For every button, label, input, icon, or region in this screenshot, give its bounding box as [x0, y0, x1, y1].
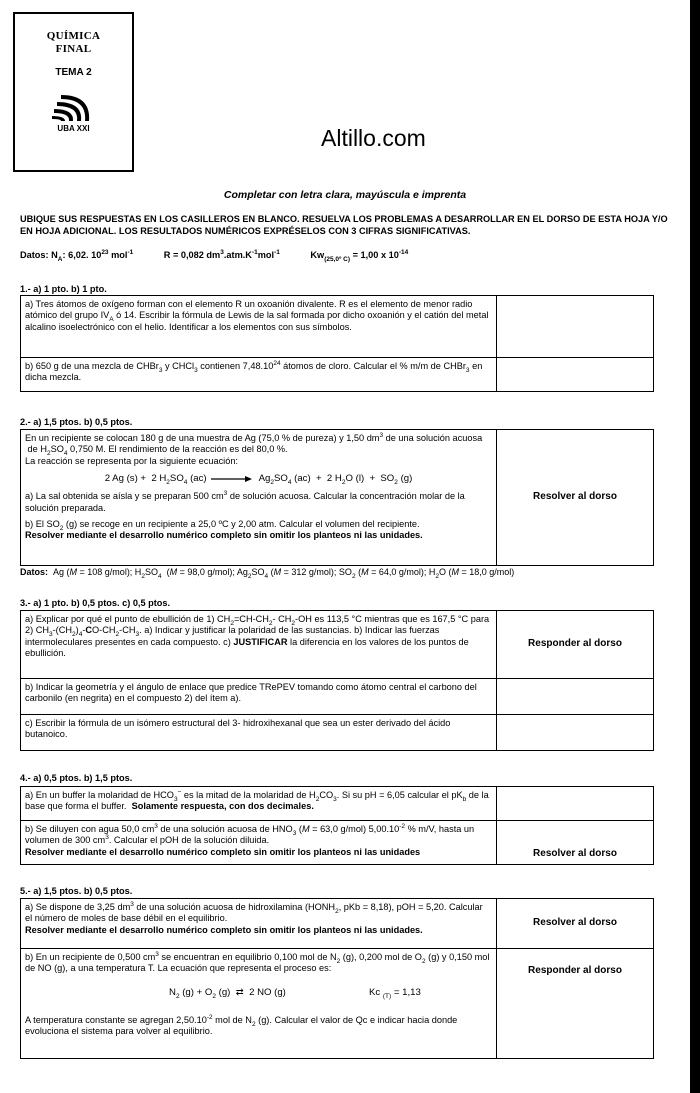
q1-header: 1.- a) 1 pto. b) 1 pto.	[20, 284, 107, 294]
instructions: UBIQUE SUS RESPUESTAS EN LOS CASILLEROS EN BLANCO. RESUELVA LOS PROBLEMAS A DESARROLLAR EN EL DORSO DE ESTA HOJA Y/O EN HOJA ADICIONAL. LOS RESULTADOS NUMÉRICOS EXPRÉSELOS CON 3 CIFRAS SIGNIFICATIVAS.	[20, 214, 668, 236]
q3b-answer-box[interactable]	[497, 679, 654, 715]
datos-r: R = 0,082 $dm^3.atm.K^{-1}mol^{-1}$	[163, 248, 280, 260]
q5b-text: b) En un recipiente de 0,500 $cm^3$ se encuentran en equilibrio 0,100 mol de $N_2$ (g), 0,200 mol de $O_2$ (g) y 0,150 mol de NO (g), a una temperatura T. La ecuación que representa el proceso es: $N_2$ $(g) + O_2$ (g) ⇄ 2 NO (g) Kc $_{(T)}$ = 1,13 A temperatura constante se agregan $2,50.10^{-2}$ mol de $N_2$ (g). Calcular el valor de Qc e indicar hacia donde evoluciona el sistema para volver al equilibrio.	[21, 949, 497, 1059]
q5b-equation: $N_2$ $(g) + O_2$ (g) ⇄ 2 NO (g)	[169, 986, 286, 1000]
datos-na: Datos: $N_A$: 6,02. $10^{23}$ mol$^{-1}$	[20, 248, 134, 263]
header-box	[13, 12, 134, 172]
q3a-text: a) Explicar por qué el punto de ebullición de 1) $CH_2=CH-CH_2-$ $CH_2-OH$ es 113,5 °C mientras que es 167,5 °C para 2) $CH_3-(CH_2)_4-CO-CH_2-CH_3$. a) Indicar y justificar la polaridad de las sustancias. b) Indicar las fuerzas intermoleculares presentes en cada compuesto. c) JUSTIFICAR la diferencia en los valores de los puntos de ebullición.	[21, 611, 497, 679]
q3-table	[20, 610, 654, 751]
q5a-text: a) Se dispone de 3,25 $dm^3$ de una solución acuosa de hidroxilamina ($HONH_2$, pKb = 8,18), pOH = 5,20. Calcular el número de moles de base débil en el equilibrio. Resolver mediante el desarrollo numérico completo sin omitir los planteos ni las unidades.	[21, 899, 497, 949]
q4b-bold: Resolver mediante el desarrollo numérico completo sin omitir los planteos ni las unidades	[25, 846, 421, 857]
q2-header: 2.- a) 1,5 ptos. b) 0,5 ptos.	[20, 417, 133, 427]
q4a-bold: Solamente respuesta, con dos decimales.	[131, 801, 314, 812]
q3b-text: b) Indicar la geometría y el ángulo de enlace que predice TRePEV tomando como átomo central el carbono del carbonilo (en negrita) en el compuesto 2) del ítem a).	[21, 679, 497, 715]
right-edge-bar	[690, 0, 700, 1093]
q2-side[interactable]: Resolver al dorso	[497, 430, 654, 566]
q1a-answer-box[interactable]	[497, 296, 654, 358]
tema-label: TEMA 2	[55, 67, 92, 79]
q4-header: 4.- a) 0,5 ptos. b) 1,5 ptos.	[20, 773, 133, 783]
q3-header: 3.- a) 1 pto. b) 0,5 ptos. c) 0,5 ptos.	[20, 598, 171, 608]
q3a-side[interactable]: Responder al dorso	[497, 611, 654, 679]
q5b-kc: Kc $_{(T)}$ = 1,13	[369, 986, 421, 1000]
q5b-equation-row	[25, 987, 492, 999]
q2-text: En un recipiente se colocan 180 g de una muestra de Ag (75,0 % de pureza) y 1,50 $dm^3$ de una solución acuosa de $H_2SO_4$ 0,750 M. El rendimiento de la reacción es del 80,0 %. La reacción se representa por la siguiente ecuación: 2 Ag (s) + 2 $H_2SO_4$ (ac) $Ag_2SO_4$ (ac) + 2 $H_2O$ $(l) + SO_2$ (g) a) La sal obtenida se aísla y se preparan 500 $cm^3$ de solución acuosa. Calcular la concentración molar de la solución preparada. b) El $SO_2$ (g) se recoge en un recipiente a 25,0 ºC y 2,00 atm. Calcular el volumen del recipiente. Resolver mediante el desarrollo numérico completo sin omitir los planteos ni las unidades.	[21, 430, 497, 566]
subject-line2: FINAL	[55, 42, 92, 55]
q4a-answer-box[interactable]	[497, 787, 654, 821]
subject-title	[15, 30, 132, 55]
q5a-side[interactable]: Resolver al dorso	[497, 899, 654, 949]
subject-line1: QUÍMICA	[46, 30, 101, 42]
q1b-answer-box[interactable]	[497, 358, 654, 392]
q5b-side[interactable]: Responder al dorso	[497, 949, 654, 1059]
q2-equation: 2 Ag (s) + 2 $H_2SO_4$ (ac) $Ag_2SO_4$ (ac) + 2 $H_2O$ $(l) + SO_2$ (g)	[104, 473, 413, 487]
q1a-text: a) Tres átomos de oxígeno forman con el elemento R un oxoanión divalente. R es el elemento de menor radio atómico del grupo $IV_A$ ó 14. Escribir la fórmula de Lewis de la sal formada por dicho oxoanión y el catión del metal alcalino isoelectrónico con el helio. Identificar a los elementos con sus símbolos.	[21, 296, 497, 358]
q5a-bold: Resolver mediante el desarrollo numérico completo sin omitir los planteos ni las unidades.	[25, 924, 423, 935]
q5-header: 5.- a) 1,5 ptos. b) 0,5 ptos.	[20, 886, 133, 896]
q1-table	[20, 295, 654, 392]
datos-line	[20, 250, 436, 261]
q2-table	[20, 429, 654, 566]
q4a-text: a) En un buffer la molaridad de $HCO_3^-$ es la mitad de la molaridad de $H_2CO_3$. Si su pH = 6,05 calcular el $pK_b$ de la base que forma el buffer. Solamente respuesta, con dos decimales.	[21, 787, 497, 821]
q4-table	[20, 786, 654, 865]
uba-xxi-logo-icon	[51, 93, 97, 123]
q2-bold-note: Resolver mediante el desarrollo numérico completo sin omitir los planteos ni las unidades.	[25, 530, 423, 541]
datos-kw: $Kw_{(25,0º C)} = 1,00$ x $10^{-14}$	[310, 248, 409, 263]
q1b-text: b) 650 g de una mezcla de CHBr$_3$ y CHCl$_3$ contienen 7,48.10$^{24}$ átomos de cloro. Calcular el % m/m de CHBr$_3$ en dicha mezcla.	[21, 358, 497, 392]
q4b-side[interactable]: Resolver al dorso	[497, 821, 654, 865]
reaction-arrow-icon	[209, 475, 253, 483]
logo-text: UBA XXI	[57, 124, 90, 134]
q2-data: Datos: Ag (M = 108 g/mol); $H_2SO_4$ (M = 98,0 g/mol); $Ag_2SO_4$ (M = 312 g/mol); $SO_2$ (M = 64,0 g/mol); $H_2O$ (M = 18,0 g/mol)	[20, 567, 515, 580]
subtitle: Completar con letra clara, mayúscula e imprenta	[223, 189, 467, 201]
q3c-text: c) Escribir la fórmula de un isómero estructural del 3- hidroxihexanal que sea un ester derivado del ácido butanoico.	[21, 715, 497, 751]
q5-table	[20, 898, 654, 1059]
q4b-text: b) Se diluyen con agua 50,0 $cm^3$ de una solución acuosa de $HNO_3$ (M = 63,0 g/mol) $5,00.10^{-2}$ % m/V, hasta un volumen de 300 $cm^3$. Calcular el pOH de la solución diluida. Resolver mediante el desarrollo numérico completo sin omitir los planteos ni las unidades	[21, 821, 497, 865]
q3c-answer-box[interactable]	[497, 715, 654, 751]
watermark: Altillo.com	[321, 125, 426, 151]
